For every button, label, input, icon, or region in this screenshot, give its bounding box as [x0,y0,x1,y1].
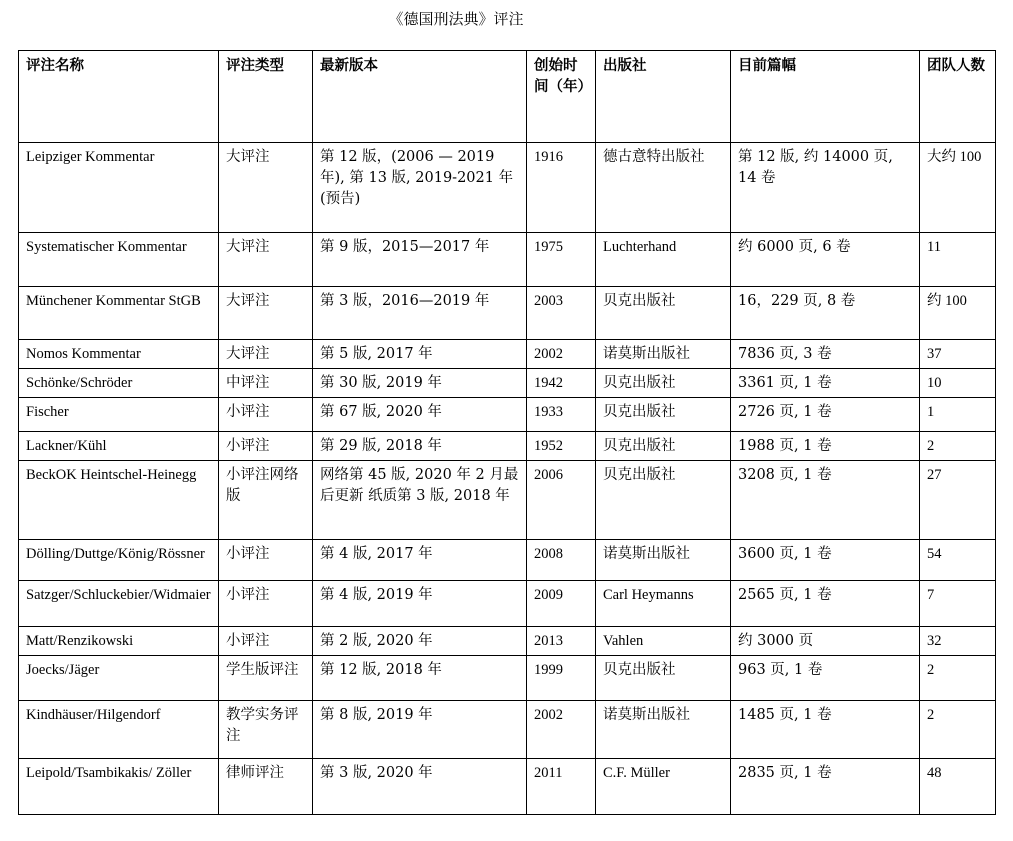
header-type: 评注类型 [219,51,313,143]
cell-year: 1999 [527,656,596,701]
cell-team: 27 [920,461,996,540]
cell-year: 2008 [527,540,596,581]
cell-size: 1485 页, 1 卷 [731,701,920,759]
table-row [19,656,996,701]
cell-name: Systematischer Kommentar [19,233,219,287]
cell-publisher: 诺莫斯出版社 [596,701,731,759]
cell-name: Nomos Kommentar [19,340,219,369]
table-row [19,759,996,815]
table-row [19,398,996,432]
cell-edition: 第 9 版，2015—2017 年 [313,233,527,287]
cell-team: 约 100 [920,287,996,340]
cell-year: 1952 [527,432,596,461]
cell-year: 2013 [527,627,596,656]
cell-edition: 第 29 版, 2018 年 [313,432,527,461]
cell-publisher: Carl Heymanns [596,581,731,627]
header-size: 目前篇幅 [731,51,920,143]
header-publisher: 出版社 [596,51,731,143]
cell-name: Kindhäuser/Hilgendorf [19,701,219,759]
cell-team: 1 [920,398,996,432]
cell-edition: 第 12 版，(2006 — 2019 年), 第 13 版, 2019-2021 年(预告) [313,143,527,233]
cell-type: 学生版评注 [219,656,313,701]
cell-publisher: 贝克出版社 [596,461,731,540]
header-year: 创始时间（年） [527,51,596,143]
cell-type: 大评注 [219,340,313,369]
cell-name: Schönke/Schröder [19,369,219,398]
table-row [19,369,996,398]
cell-year: 2009 [527,581,596,627]
table-row [19,340,996,369]
table-row [19,233,996,287]
cell-year: 2003 [527,287,596,340]
cell-size: 7836 页, 3 卷 [731,340,920,369]
cell-name: Joecks/Jäger [19,656,219,701]
cell-year: 1975 [527,233,596,287]
cell-team: 2 [920,701,996,759]
table-row [19,432,996,461]
cell-name: Dölling/Duttge/König/Rössner [19,540,219,581]
cell-name: Münchener Kommentar StGB [19,287,219,340]
cell-edition: 第 67 版, 2020 年 [313,398,527,432]
cell-year: 1916 [527,143,596,233]
cell-team: 2 [920,432,996,461]
cell-publisher: 诺莫斯出版社 [596,540,731,581]
cell-edition: 第 12 版, 2018 年 [313,656,527,701]
cell-size: 963 页, 1 卷 [731,656,920,701]
cell-team: 11 [920,233,996,287]
table-row [19,143,996,233]
cell-type: 小评注网络版 [219,461,313,540]
cell-type: 大评注 [219,287,313,340]
cell-team: 54 [920,540,996,581]
commentary-table [18,50,996,815]
cell-team: 10 [920,369,996,398]
cell-publisher: 贝克出版社 [596,287,731,340]
cell-publisher: 德古意特出版社 [596,143,731,233]
table-row [19,461,996,540]
cell-name: Fischer [19,398,219,432]
cell-edition: 网络第 45 版, 2020 年 2 月最后更新 纸质第 3 版, 2018 年 [313,461,527,540]
cell-year: 2002 [527,340,596,369]
cell-type: 小评注 [219,432,313,461]
table-row [19,540,996,581]
cell-publisher: 诺莫斯出版社 [596,340,731,369]
cell-team: 32 [920,627,996,656]
cell-name: Satzger/Schluckebier/Widmaier [19,581,219,627]
cell-type: 大评注 [219,143,313,233]
cell-type: 教学实务评注 [219,701,313,759]
cell-size: 约 3000 页 [731,627,920,656]
table-row [19,627,996,656]
cell-size: 第 12 版, 约 14000 页, 14 卷 [731,143,920,233]
cell-size: 2565 页, 1 卷 [731,581,920,627]
header-team: 团队人数 [920,51,996,143]
cell-size: 3361 页, 1 卷 [731,369,920,398]
cell-name: Leipold/Tsambikakis/ Zöller [19,759,219,815]
cell-publisher: 贝克出版社 [596,398,731,432]
cell-year: 2006 [527,461,596,540]
cell-publisher: Vahlen [596,627,731,656]
cell-team: 2 [920,656,996,701]
cell-edition: 第 8 版, 2019 年 [313,701,527,759]
cell-publisher: 贝克出版社 [596,369,731,398]
cell-edition: 第 3 版，2016—2019 年 [313,287,527,340]
cell-edition: 第 2 版, 2020 年 [313,627,527,656]
cell-size: 约 6000 页, 6 卷 [731,233,920,287]
cell-size: 2726 页, 1 卷 [731,398,920,432]
header-edition: 最新版本 [313,51,527,143]
cell-edition: 第 4 版, 2017 年 [313,540,527,581]
table-row [19,701,996,759]
cell-type: 小评注 [219,627,313,656]
table-header-row [19,51,996,143]
cell-year: 2011 [527,759,596,815]
cell-year: 1933 [527,398,596,432]
cell-size: 3208 页, 1 卷 [731,461,920,540]
cell-edition: 第 4 版, 2019 年 [313,581,527,627]
header-name: 评注名称 [19,51,219,143]
cell-type: 小评注 [219,581,313,627]
cell-type: 小评注 [219,398,313,432]
cell-publisher: Luchterhand [596,233,731,287]
document-title: 《德国刑法典》评注 [388,10,524,28]
cell-team: 48 [920,759,996,815]
cell-size: 16，229 页, 8 卷 [731,287,920,340]
cell-size: 3600 页, 1 卷 [731,540,920,581]
cell-type: 小评注 [219,540,313,581]
cell-team: 大约 100 [920,143,996,233]
cell-year: 2002 [527,701,596,759]
cell-publisher: 贝克出版社 [596,656,731,701]
cell-name: BeckOK Heintschel-Heinegg [19,461,219,540]
cell-type: 大评注 [219,233,313,287]
cell-name: Lackner/Kühl [19,432,219,461]
cell-name: Leipziger Kommentar [19,143,219,233]
cell-type: 律师评注 [219,759,313,815]
cell-edition: 第 5 版, 2017 年 [313,340,527,369]
cell-name: Matt/Renzikowski [19,627,219,656]
cell-year: 1942 [527,369,596,398]
cell-publisher: 贝克出版社 [596,432,731,461]
cell-team: 7 [920,581,996,627]
cell-size: 2835 页, 1 卷 [731,759,920,815]
cell-team: 37 [920,340,996,369]
table-row [19,581,996,627]
cell-edition: 第 3 版, 2020 年 [313,759,527,815]
cell-type: 中评注 [219,369,313,398]
cell-edition: 第 30 版, 2019 年 [313,369,527,398]
cell-publisher: C.F. Müller [596,759,731,815]
cell-size: 1988 页, 1 卷 [731,432,920,461]
table-row [19,287,996,340]
